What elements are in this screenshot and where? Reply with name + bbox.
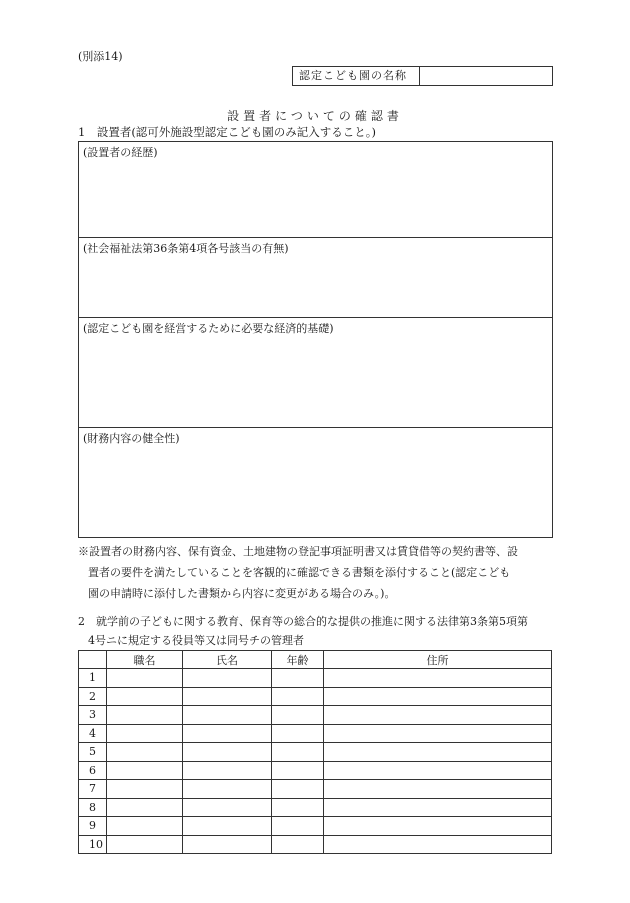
- address-cell[interactable]: [324, 835, 552, 854]
- age-cell[interactable]: [272, 798, 324, 817]
- table-row: [79, 780, 552, 799]
- table-row: [79, 798, 552, 817]
- position-cell[interactable]: [107, 780, 183, 799]
- position-cell[interactable]: [107, 798, 183, 817]
- economic-basis-field[interactable]: [79, 317, 552, 428]
- row-number: 9: [79, 817, 107, 836]
- section2-heading: [78, 612, 556, 650]
- age-cell[interactable]: [272, 761, 324, 780]
- financial-soundness-label: (財務内容の健全性): [83, 432, 180, 445]
- table-row: [79, 743, 552, 762]
- section2-line-1: 2 就学前の子どもに関する教育、保育等の総合的な提供の推進に関する法律第3条第5項第: [78, 615, 528, 628]
- name-cell[interactable]: [183, 743, 272, 762]
- position-cell[interactable]: [107, 669, 183, 688]
- section1-heading: 1 設置者(認可外施設型認定こども園のみ記入すること。): [78, 125, 377, 139]
- position-cell[interactable]: [107, 761, 183, 780]
- address-cell[interactable]: [324, 761, 552, 780]
- address-cell[interactable]: [324, 817, 552, 836]
- career-field[interactable]: [79, 142, 552, 237]
- age-cell[interactable]: [272, 817, 324, 836]
- address-cell[interactable]: [324, 669, 552, 688]
- table-row: [79, 835, 552, 854]
- col-header-name: 氏名: [183, 651, 272, 669]
- position-cell[interactable]: [107, 835, 183, 854]
- address-cell[interactable]: [324, 743, 552, 762]
- attachment-note: [78, 541, 556, 604]
- section1-box: [78, 141, 553, 538]
- position-cell[interactable]: [107, 687, 183, 706]
- row-number: 4: [79, 724, 107, 743]
- col-header-number: [79, 651, 107, 669]
- address-cell[interactable]: [324, 706, 552, 725]
- officer-table: [78, 650, 552, 854]
- address-cell[interactable]: [324, 687, 552, 706]
- note-line-2: 置者の要件を満たしていることを客観的に確認できる書類を添付すること(認定こども: [88, 566, 511, 579]
- position-cell[interactable]: [107, 743, 183, 762]
- col-header-age: 年齢: [272, 651, 324, 669]
- col-header-position: 職名: [107, 651, 183, 669]
- name-cell[interactable]: [183, 761, 272, 780]
- career-label: (設置者の経歴): [83, 146, 158, 159]
- table-row: [79, 706, 552, 725]
- name-cell[interactable]: [183, 669, 272, 688]
- document-title: 設置者についての確認書: [227, 109, 403, 123]
- economic-basis-label: (認定こども園を経営するために必要な経済的基礎): [83, 322, 334, 335]
- attachment-label: (別添14): [78, 50, 123, 63]
- address-cell[interactable]: [324, 780, 552, 799]
- facility-name-box: [292, 66, 553, 86]
- officer-table-header: [79, 651, 552, 669]
- name-cell[interactable]: [183, 817, 272, 836]
- row-number: 1: [79, 669, 107, 688]
- age-cell[interactable]: [272, 724, 324, 743]
- row-number: 7: [79, 780, 107, 799]
- position-cell[interactable]: [107, 817, 183, 836]
- name-cell[interactable]: [183, 687, 272, 706]
- position-cell[interactable]: [107, 724, 183, 743]
- row-number: 3: [79, 706, 107, 725]
- facility-name-field[interactable]: [420, 67, 552, 85]
- name-cell[interactable]: [183, 798, 272, 817]
- name-cell[interactable]: [183, 706, 272, 725]
- position-cell[interactable]: [107, 706, 183, 725]
- row-number: 8: [79, 798, 107, 817]
- age-cell[interactable]: [272, 780, 324, 799]
- name-cell[interactable]: [183, 835, 272, 854]
- address-cell[interactable]: [324, 798, 552, 817]
- age-cell[interactable]: [272, 743, 324, 762]
- age-cell[interactable]: [272, 687, 324, 706]
- note-line-3: 園の申請時に添付した書類から内容に変更がある場合のみ。)。: [88, 587, 396, 600]
- social-welfare-label: (社会福祉法第36条第4項各号該当の有無): [83, 242, 289, 255]
- row-number: 2: [79, 687, 107, 706]
- name-cell[interactable]: [183, 780, 272, 799]
- age-cell[interactable]: [272, 835, 324, 854]
- name-cell[interactable]: [183, 724, 272, 743]
- table-row: [79, 669, 552, 688]
- age-cell[interactable]: [272, 669, 324, 688]
- section2-line-2: 4号ニに規定する役員等又は同号チの管理者: [88, 634, 304, 647]
- table-row: [79, 724, 552, 743]
- facility-name-label: 認定こども園の名称: [293, 67, 420, 85]
- table-row: [79, 687, 552, 706]
- col-header-address: 住所: [324, 651, 552, 669]
- row-number: 5: [79, 743, 107, 762]
- table-row: [79, 817, 552, 836]
- table-row: [79, 761, 552, 780]
- financial-soundness-field[interactable]: [79, 427, 552, 538]
- row-number: 10: [79, 835, 107, 854]
- row-number: 6: [79, 761, 107, 780]
- age-cell[interactable]: [272, 706, 324, 725]
- social-welfare-field[interactable]: [79, 237, 552, 318]
- note-line-1: ※設置者の財務内容、保有資金、土地建物の登記事項証明書又は賃貸借等の契約書等、設: [78, 545, 518, 558]
- address-cell[interactable]: [324, 724, 552, 743]
